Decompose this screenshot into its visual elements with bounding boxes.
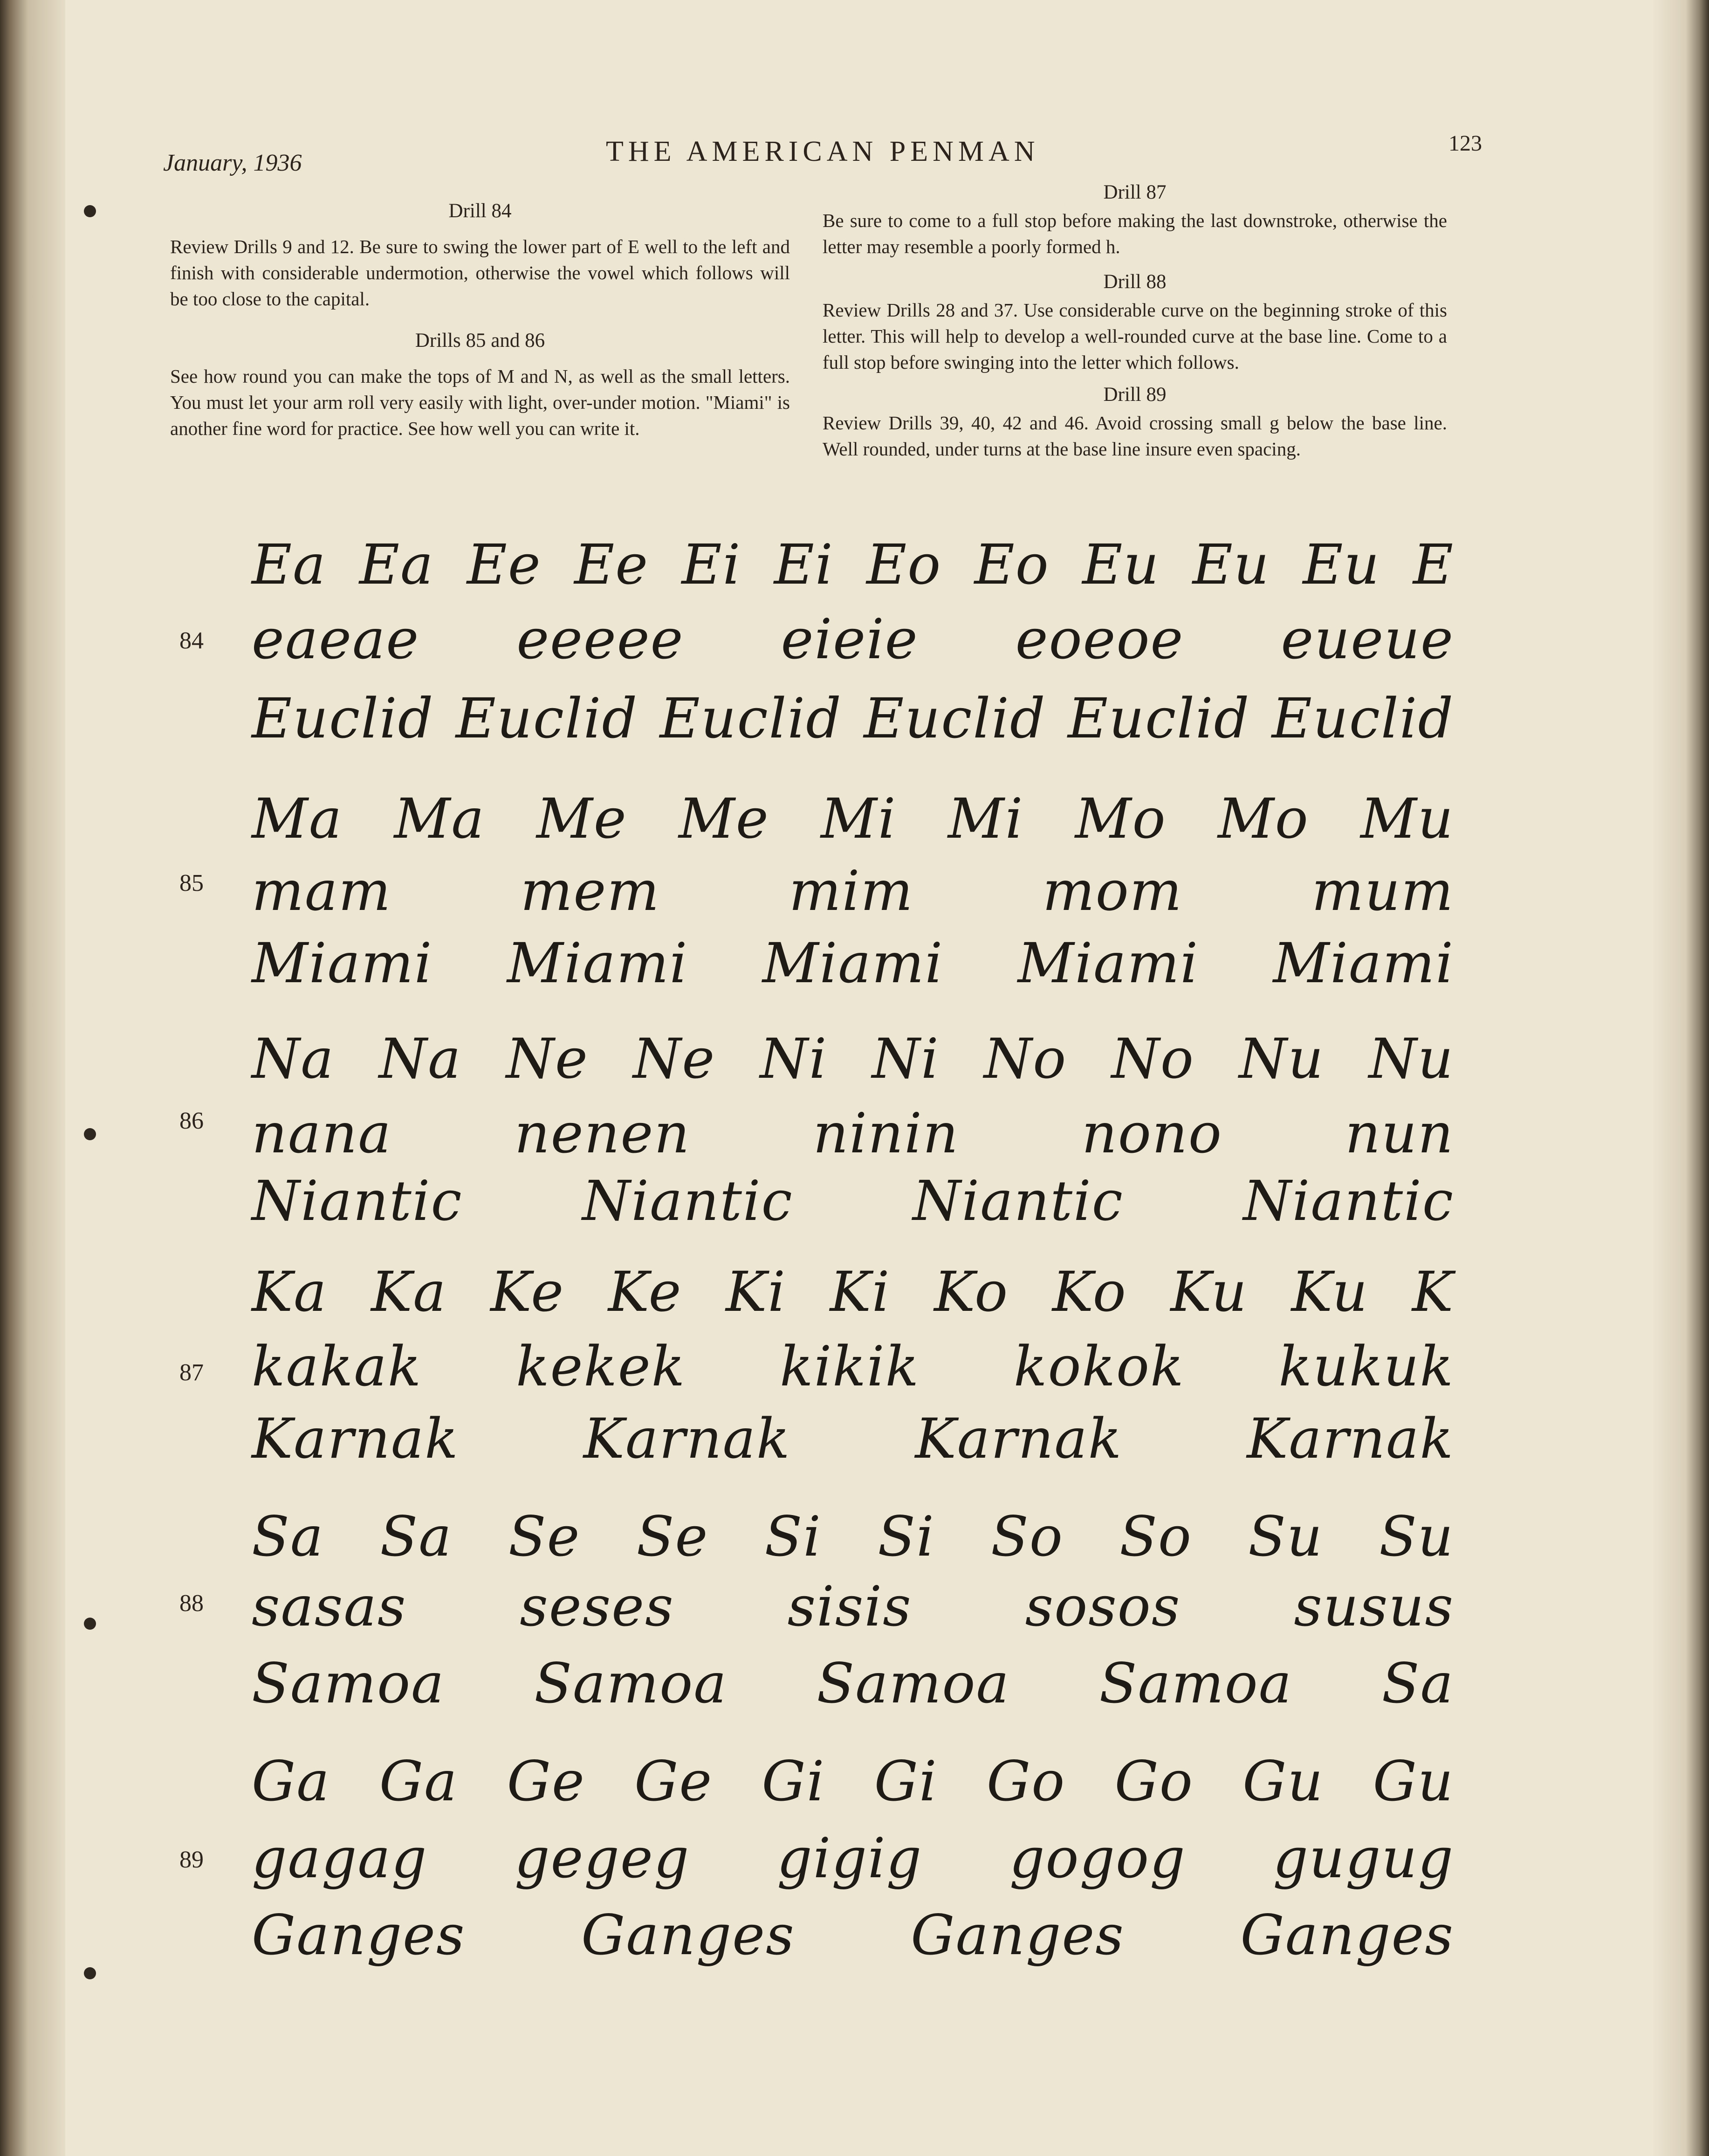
- script-text: Samoa Samoa Samoa Samoa Sa: [252, 1651, 1454, 1715]
- drill-number: 89: [179, 1846, 204, 1873]
- script-text: Miami Miami Miami Miami Miami: [252, 931, 1454, 995]
- script-exercise-line: [252, 1820, 1454, 1890]
- binding-staple: [84, 1128, 96, 1140]
- drill-instructions: See how round you can make the tops of M and N, as well as the small letters. You must let your arm roll very easily with light, over-under motion. "Miami" is another fine word for practice. See how well you can write it.: [170, 365, 790, 439]
- instructions-right-column: [823, 179, 1447, 478]
- page-number: 123: [1448, 131, 1482, 156]
- script-text: Ma Ma Me Me Mi Mi Mo Mo Mu: [252, 786, 1454, 851]
- binding-staple: [84, 205, 96, 217]
- drill-number: 87: [179, 1359, 204, 1386]
- instructions-left-column: [170, 198, 790, 457]
- script-text: Ea Ea Ee Ee Ei Ei Eo Eo Eu Eu Eu E: [252, 532, 1454, 597]
- drill-heading: Drill 88: [1103, 271, 1167, 293]
- script-exercise-line: [252, 681, 1454, 751]
- script-text: nana nenen ninin nono nun: [252, 1101, 1454, 1165]
- book-gutter-shadow: [0, 0, 65, 2156]
- script-exercise-line: [252, 1897, 1454, 1967]
- script-exercise-line: [252, 1569, 1454, 1639]
- script-text: Karnak Karnak Karnak Karnak: [252, 1406, 1454, 1471]
- drill-heading: Drill 87: [1103, 181, 1167, 203]
- binding-staple: [84, 1967, 96, 1979]
- drill-instructions: Review Drills 9 and 12. Be sure to swing the lower part of E well to the left and finish with considerable undermotion, otherwise the vowel which follows will be too close to the capital.: [170, 236, 790, 310]
- script-exercise-line: [252, 1163, 1454, 1233]
- script-text: Ganges Ganges Ganges Ganges: [252, 1903, 1454, 1967]
- page-edge-shadow: [1653, 0, 1709, 2156]
- drill-instructions: Be sure to come to a full stop before making the last downstroke, otherwise the letter may resemble a poorly formed h.: [823, 210, 1447, 257]
- binding-staple: [84, 1618, 96, 1630]
- drill-number: 86: [179, 1108, 204, 1134]
- script-exercise-line: [252, 1499, 1454, 1569]
- script-exercise-line: [252, 1401, 1454, 1471]
- script-exercise-line: [252, 601, 1454, 671]
- script-text: mam mem mim mom mum: [252, 859, 1454, 923]
- script-exercise-line: [252, 1743, 1454, 1813]
- drill-instructions: Review Drills 39, 40, 42 and 46. Avoid crossing small g below the base line. Well rounded, under turns at the base line insure even spacing.: [823, 412, 1447, 460]
- drill-heading: Drill 89: [1103, 384, 1167, 406]
- script-text: Sa Sa Se Se Si Si So So Su Su: [252, 1504, 1454, 1569]
- drill-number: 88: [179, 1590, 204, 1617]
- issue-date: January, 1936: [163, 150, 302, 176]
- script-exercise-line: [252, 925, 1454, 995]
- drill-instructions: Review Drills 28 and 37. Use considerable curve on the beginning stroke of this letter. This will help to develop a well-rounded curve at the base line. Come to a full stop before swinging into the letter which follows.: [823, 299, 1447, 373]
- script-text: Niantic Niantic Niantic Niantic: [252, 1169, 1454, 1233]
- script-exercise-line: [252, 1021, 1454, 1091]
- script-text: sasas seses sisis sosos susus: [252, 1574, 1454, 1639]
- script-exercise-line: [252, 781, 1454, 851]
- script-text: kakak kekek kikik kokok kukuk: [252, 1334, 1454, 1398]
- script-exercise-line: [252, 853, 1454, 923]
- script-text: Ga Ga Ge Ge Gi Gi Go Go Gu Gu: [252, 1749, 1454, 1813]
- script-exercise-line: [252, 1095, 1454, 1165]
- script-exercise-line: [252, 527, 1454, 597]
- script-text: Ka Ka Ke Ke Ki Ki Ko Ko Ku Ku K: [252, 1260, 1454, 1324]
- drill-number: 84: [179, 627, 204, 654]
- drill-number: 85: [179, 870, 204, 896]
- script-text: gagag gegeg gigig gogog gugug: [252, 1826, 1454, 1890]
- magazine-title: THE AMERICAN PENMAN: [606, 136, 1040, 167]
- script-exercise-line: [252, 1646, 1454, 1715]
- script-exercise-line: [252, 1329, 1454, 1398]
- script-text: eaeae eeeee eieie eoeoe eueue: [252, 607, 1454, 671]
- drill-heading: Drills 85 and 86: [415, 330, 545, 351]
- drill-heading: Drill 84: [448, 200, 512, 222]
- script-exercise-line: [252, 1254, 1454, 1324]
- script-text: Na Na Ne Ne Ni Ni No No Nu Nu: [252, 1026, 1454, 1091]
- script-text: Euclid Euclid Euclid Euclid Euclid Euclid: [252, 686, 1454, 751]
